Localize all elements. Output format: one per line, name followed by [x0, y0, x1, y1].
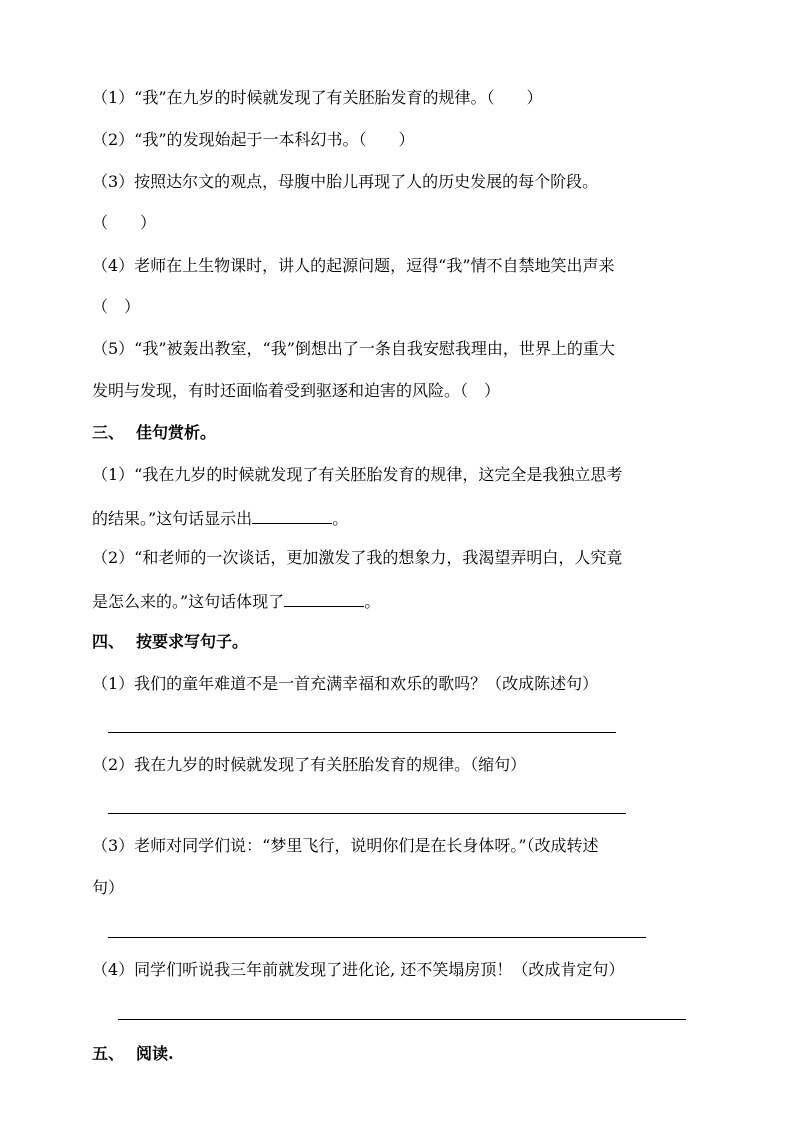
- judgment-item-3-paren: （ ）: [92, 213, 157, 232]
- section-4-heading: [92, 632, 712, 652]
- section-3-title: 佳句赏析。: [136, 423, 217, 442]
- section-3-number: 三、: [92, 423, 125, 442]
- rewrite-q1: （1）我们的童年难道不是一首充满幸福和欢乐的歌吗？（改成陈述句）: [92, 674, 599, 693]
- section-5-number: 五、: [92, 1044, 125, 1063]
- rewrite-q3-line1: （3）老师对同学们说：“梦里飞行，说明你们是在长身体呀。”（改成转述: [92, 836, 599, 855]
- appreciation-q2-text: 是怎么来的。”这句话体现了: [92, 592, 285, 611]
- appreciation-q1-line2: [92, 507, 712, 529]
- appreciation-q1-end: 。: [332, 509, 349, 528]
- answer-line-q4[interactable]: [118, 1019, 686, 1020]
- section-3-heading: [92, 423, 712, 443]
- appreciation-q1-line1: （1）“我在九岁的时候就发现了有关胚胎发育的规律，这完全是我独立思考: [92, 465, 623, 484]
- judgment-item-3: （3）按照达尔文的观点，母腹中胎儿再现了人的历史发展的每个阶段。: [92, 172, 599, 191]
- rewrite-q2: （2）我在九岁的时候就发现了有关胚胎发育的规律。（缩句）: [92, 755, 527, 774]
- answer-line-q1[interactable]: [108, 732, 616, 733]
- appreciation-q1-text: 的结果。”这句话显示出: [92, 509, 253, 528]
- section-4-number: 四、: [92, 632, 125, 651]
- appreciation-q2-end: 。: [364, 592, 381, 611]
- judgment-item-4: （4）老师在上生物课时，讲人的起源问题，逗得“我”情不自禁地笑出声来: [92, 256, 615, 275]
- judgment-item-4-paren: （ ）: [92, 297, 141, 316]
- section-4-title: 按要求写句子。: [136, 632, 249, 651]
- answer-line-q3[interactable]: [108, 937, 646, 938]
- judgment-item-5: （5）“我”被轰出教室，“我”倒想出了一条自我安慰我理由，世界上的重大: [92, 339, 615, 358]
- appreciation-q2-line1: （2）“和老师的一次谈话，更加激发了我的想象力，我渴望弄明白，人究竟: [92, 548, 623, 567]
- judgment-item-1: （1）“我”在九岁的时候就发现了有关胚胎发育的规律。（ ）: [92, 88, 543, 107]
- answer-blank-q1[interactable]: [252, 507, 332, 524]
- section-5-title: 阅读.: [136, 1044, 174, 1063]
- section-5-heading: [92, 1044, 712, 1064]
- answer-line-q2[interactable]: [108, 813, 626, 814]
- appreciation-q2-line2: [92, 590, 712, 612]
- answer-blank-q2[interactable]: [284, 590, 364, 607]
- rewrite-q3-line2: 句）: [92, 878, 125, 897]
- judgment-item-5-cont: 发明与发现，有时还面临着受到驱逐和迫害的风险。（ ）: [92, 381, 501, 400]
- rewrite-q4: （4）同学们听说我三年前就发现了进化论, 还不笑塌房顶！（改成肯定句）: [92, 960, 625, 979]
- judgment-item-2: （2）“我”的发现始起于一本科幻书。（ ）: [92, 130, 415, 149]
